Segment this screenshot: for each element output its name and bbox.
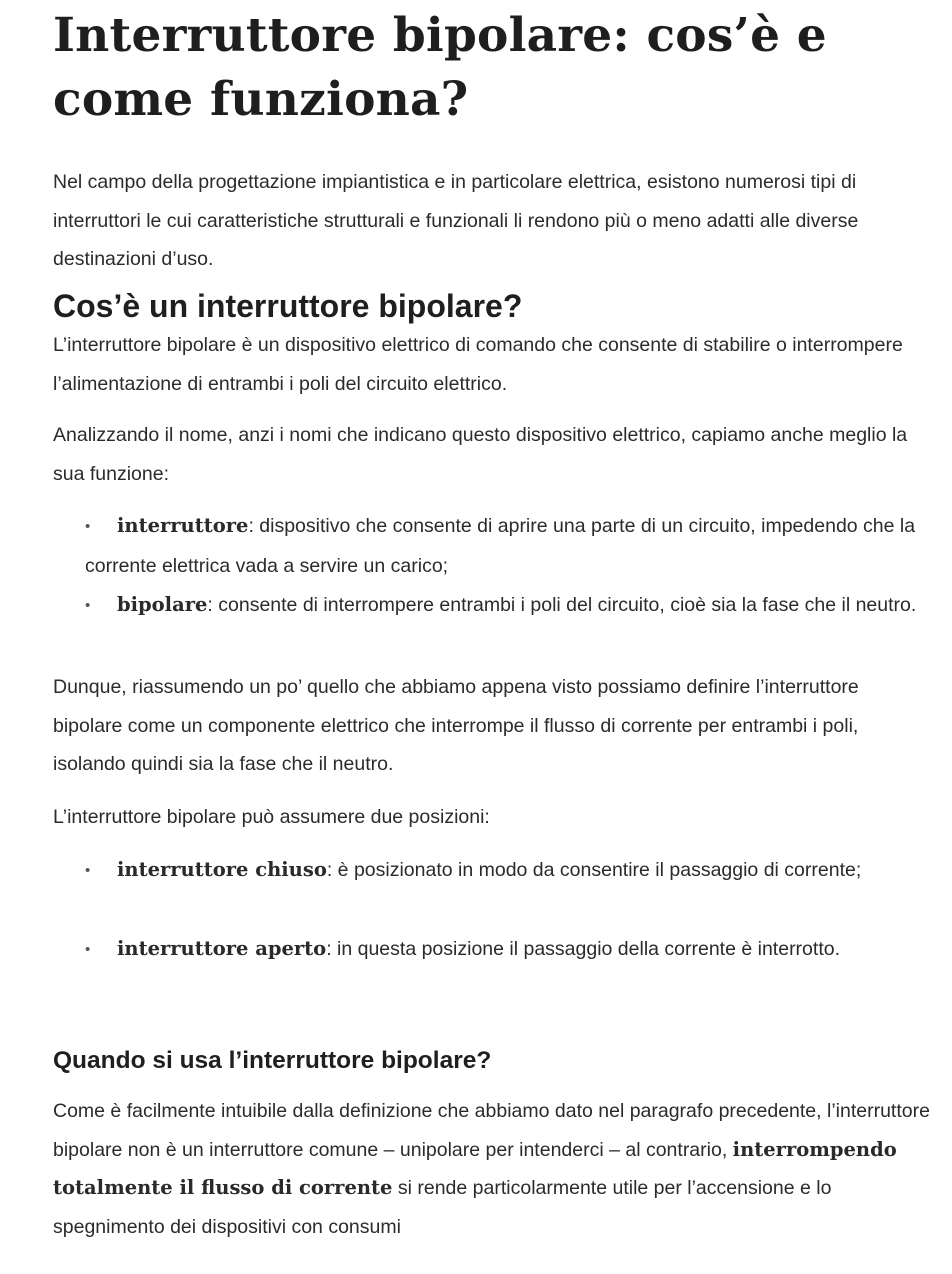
bullet-icon: • <box>85 862 91 879</box>
bullet-icon: • <box>85 518 91 535</box>
list-item-interruttore <box>85 506 935 586</box>
section-heading-what-is: Cos’è un interruttore bipolare? <box>53 288 523 324</box>
positions-intro-paragraph: L’interruttore bipolare può assumere due posizioni: <box>53 806 490 828</box>
usage-text-before: Come è facilmente intuibile dalla definizione che abbiamo dato nel paragrafo precedente, l’interruttore bipolare non è un interruttore comune – unipolare per intenderci – al contrario, <box>53 1100 930 1161</box>
usage-text-bold: interrompendo totalmente il flusso di corrente <box>53 1137 897 1200</box>
list-text: : consente di interrompere entrambi i poli del circuito, cioè sia la fase che il neutro. <box>207 594 917 616</box>
list-item-bipolare <box>85 585 935 626</box>
intro-paragraph: Nel campo della progettazione impiantistica e in particolare elettrica, esistono numerosi tipi di interruttori le cui caratteristiche strutturali e funzionali li rendono più o meno adatti alle diverse destinazioni d’uso. <box>53 171 859 271</box>
list-text: : è posizionato in modo da consentire il passaggio di corrente; <box>326 859 862 881</box>
list-term: interruttore chiuso <box>117 858 327 881</box>
bullet-icon: • <box>85 941 91 958</box>
summary-paragraph: Dunque, riassumendo un po’ quello che abbiamo appena visto possiamo definire l’interruttore bipolare come un componente elettrico che interrompe il flusso di corrente per entrambi i poli, isolando quindi sia la fase che il neutro. <box>53 676 859 776</box>
usage-text-after: si rende particolarmente utile per l’accensione e lo spegnimento dei dispositivi con consumi <box>53 1177 832 1239</box>
list-text: : dispositivo che consente di aprire una parte di un circuito, impedendo che la corrente elettrica vada a servire un carico; <box>85 515 916 577</box>
list-term: interruttore <box>117 514 249 537</box>
usage-paragraph <box>53 1092 933 1247</box>
definition-paragraph: L’interruttore bipolare è un dispositivo elettrico di comando che consente di stabilire o interrompere l’alimentazione di entrambi i poli del circuito elettrico. <box>53 334 903 395</box>
bullet-icon: • <box>85 597 91 614</box>
list-term: interruttore aperto <box>117 937 327 960</box>
list-term: bipolare <box>117 593 208 616</box>
article-title: Interruttore bipolare: cos’è e come funziona? <box>53 8 827 127</box>
list-item-closed <box>85 850 935 891</box>
name-analysis-paragraph: Analizzando il nome, anzi i nomi che indicano questo dispositivo elettrico, capiamo anche meglio la sua funzione: <box>53 424 908 485</box>
list-text: : in questa posizione il passaggio della corrente è interrotto. <box>326 938 840 960</box>
list-item-open <box>85 929 935 970</box>
section-heading-when-used: Quando si usa l’interruttore bipolare? <box>53 1047 492 1074</box>
